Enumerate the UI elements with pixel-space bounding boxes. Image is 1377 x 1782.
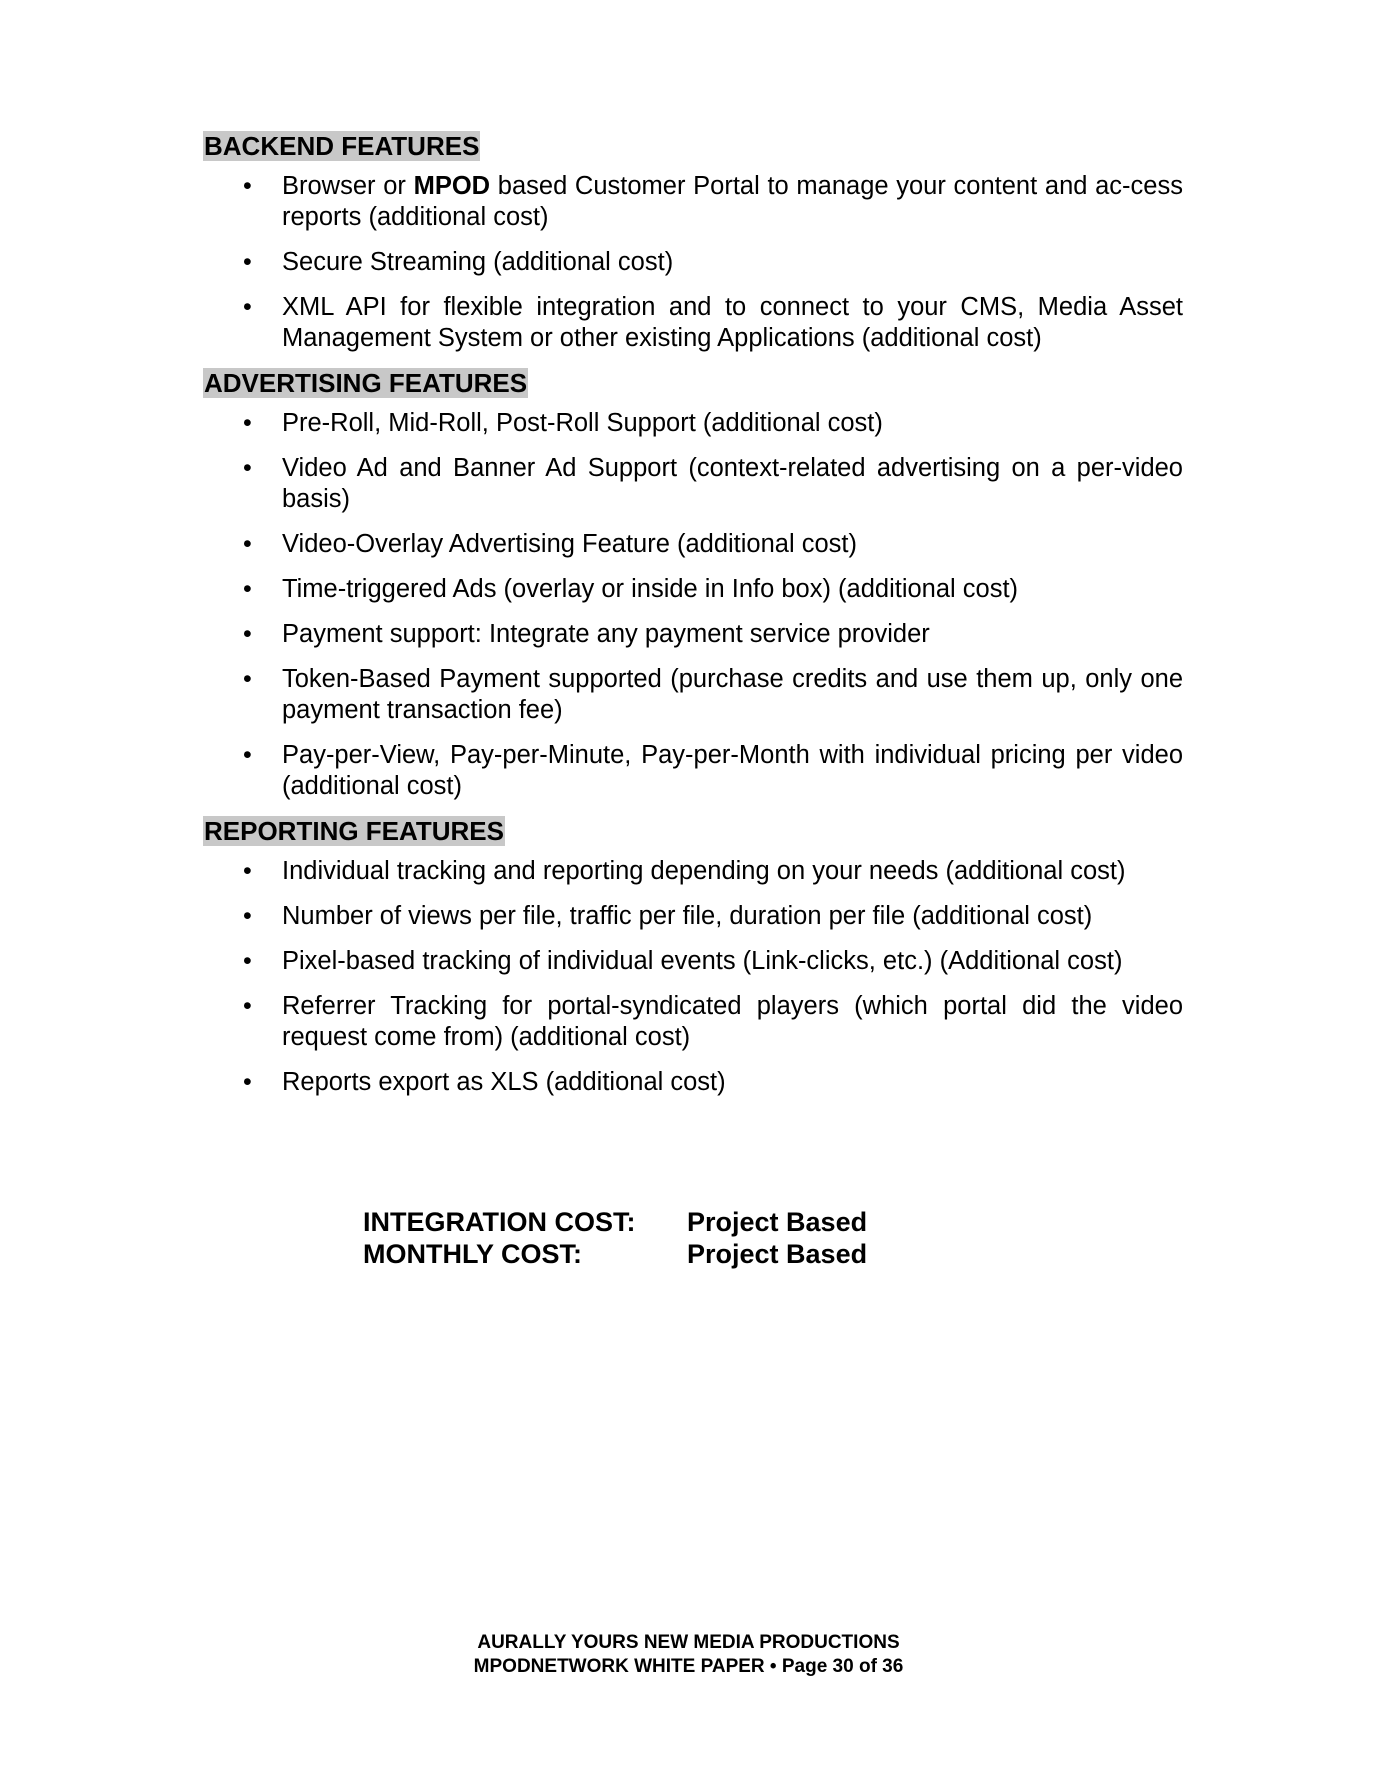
bullet-icon: • <box>243 293 252 321</box>
monthly-cost-label: MONTHLY COST: <box>363 1239 583 1269</box>
footer-company: AURALLY YOURS NEW MEDIA PRODUCTIONS <box>477 1632 900 1653</box>
cost-summary <box>363 1206 867 1270</box>
bullet-icon: • <box>243 575 252 603</box>
backend-features-section <box>203 131 1183 354</box>
list-item: • Browser or MPOD based Customer Portal to manage your content and ac-cess reports (additional cost) <box>243 172 1183 231</box>
advertising-features-section <box>203 368 1183 802</box>
section-heading-advertising: ADVERTISING FEATURES <box>204 368 528 398</box>
bullet-icon: • <box>243 1068 252 1096</box>
bullet-icon: • <box>243 172 252 200</box>
list-item: • Individual tracking and reporting depending on your needs (additional cost) <box>243 857 1126 885</box>
bullet-icon: • <box>243 902 252 930</box>
integration-cost-value: Project Based <box>687 1207 868 1237</box>
list-item: • Pixel-based tracking of individual events (Link-clicks, etc.) (Additional cost) <box>243 947 1123 975</box>
monthly-cost-value: Project Based <box>687 1239 868 1269</box>
bullet-icon: • <box>243 409 252 437</box>
monthly-cost-row <box>363 1238 867 1270</box>
list-item: • Time-triggered Ads (overlay or inside in Info box) (additional cost) <box>243 575 1019 603</box>
section-heading-backend: BACKEND FEATURES <box>204 131 480 161</box>
list-item: • Number of views per file, traffic per file, duration per file (additional cost) <box>243 902 1093 930</box>
list-item: • Video Ad and Banner Ad Support (context-related advertising on a per-video basis) <box>243 454 1183 513</box>
integration-cost-label: INTEGRATION COST: <box>363 1207 636 1237</box>
bullet-icon: • <box>243 454 252 482</box>
bullet-icon: • <box>243 857 252 885</box>
bullet-icon: • <box>243 530 252 558</box>
page-footer <box>0 1631 1377 1679</box>
features-content <box>203 131 1183 1112</box>
integration-cost-row <box>363 1206 867 1238</box>
list-item: • Referrer Tracking for portal-syndicated players (which portal did the video request come from) (additional cost) <box>243 992 1183 1051</box>
list-item: • Video-Overlay Advertising Feature (additional cost) <box>243 530 857 558</box>
bullet-icon: • <box>243 992 252 1020</box>
bullet-icon: • <box>243 620 252 648</box>
list-item: • XML API for flexible integration and to connect to your CMS, Media Asset Management System or other existing Applications (additional cost) <box>243 293 1183 352</box>
bullet-icon: • <box>243 665 252 693</box>
bullet-icon: • <box>243 741 252 769</box>
reporting-features-section <box>203 816 1183 1098</box>
list-item: • Token-Based Payment supported (purchase credits and use them up, only one payment transaction fee) <box>243 665 1183 724</box>
list-item: • Secure Streaming (additional cost) <box>243 248 674 276</box>
advertising-features-list <box>203 408 1183 802</box>
bullet-icon: • <box>243 248 252 276</box>
section-heading-reporting: REPORTING FEATURES <box>204 816 504 846</box>
list-item: • Payment support: Integrate any payment service provider <box>243 620 930 648</box>
footer-page-info: MPODNETWORK WHITE PAPER • Page 30 of 36 <box>473 1656 904 1677</box>
list-item: • Pay-per-View, Pay-per-Minute, Pay-per-Month with individual pricing per video (additional cost) <box>243 741 1183 800</box>
backend-features-list <box>203 171 1183 354</box>
bullet-icon: • <box>243 947 252 975</box>
reporting-features-list <box>203 856 1183 1098</box>
list-item: • Pre-Roll, Mid-Roll, Post-Roll Support (additional cost) <box>243 409 883 437</box>
list-item: • Reports export as XLS (additional cost) <box>243 1068 726 1096</box>
